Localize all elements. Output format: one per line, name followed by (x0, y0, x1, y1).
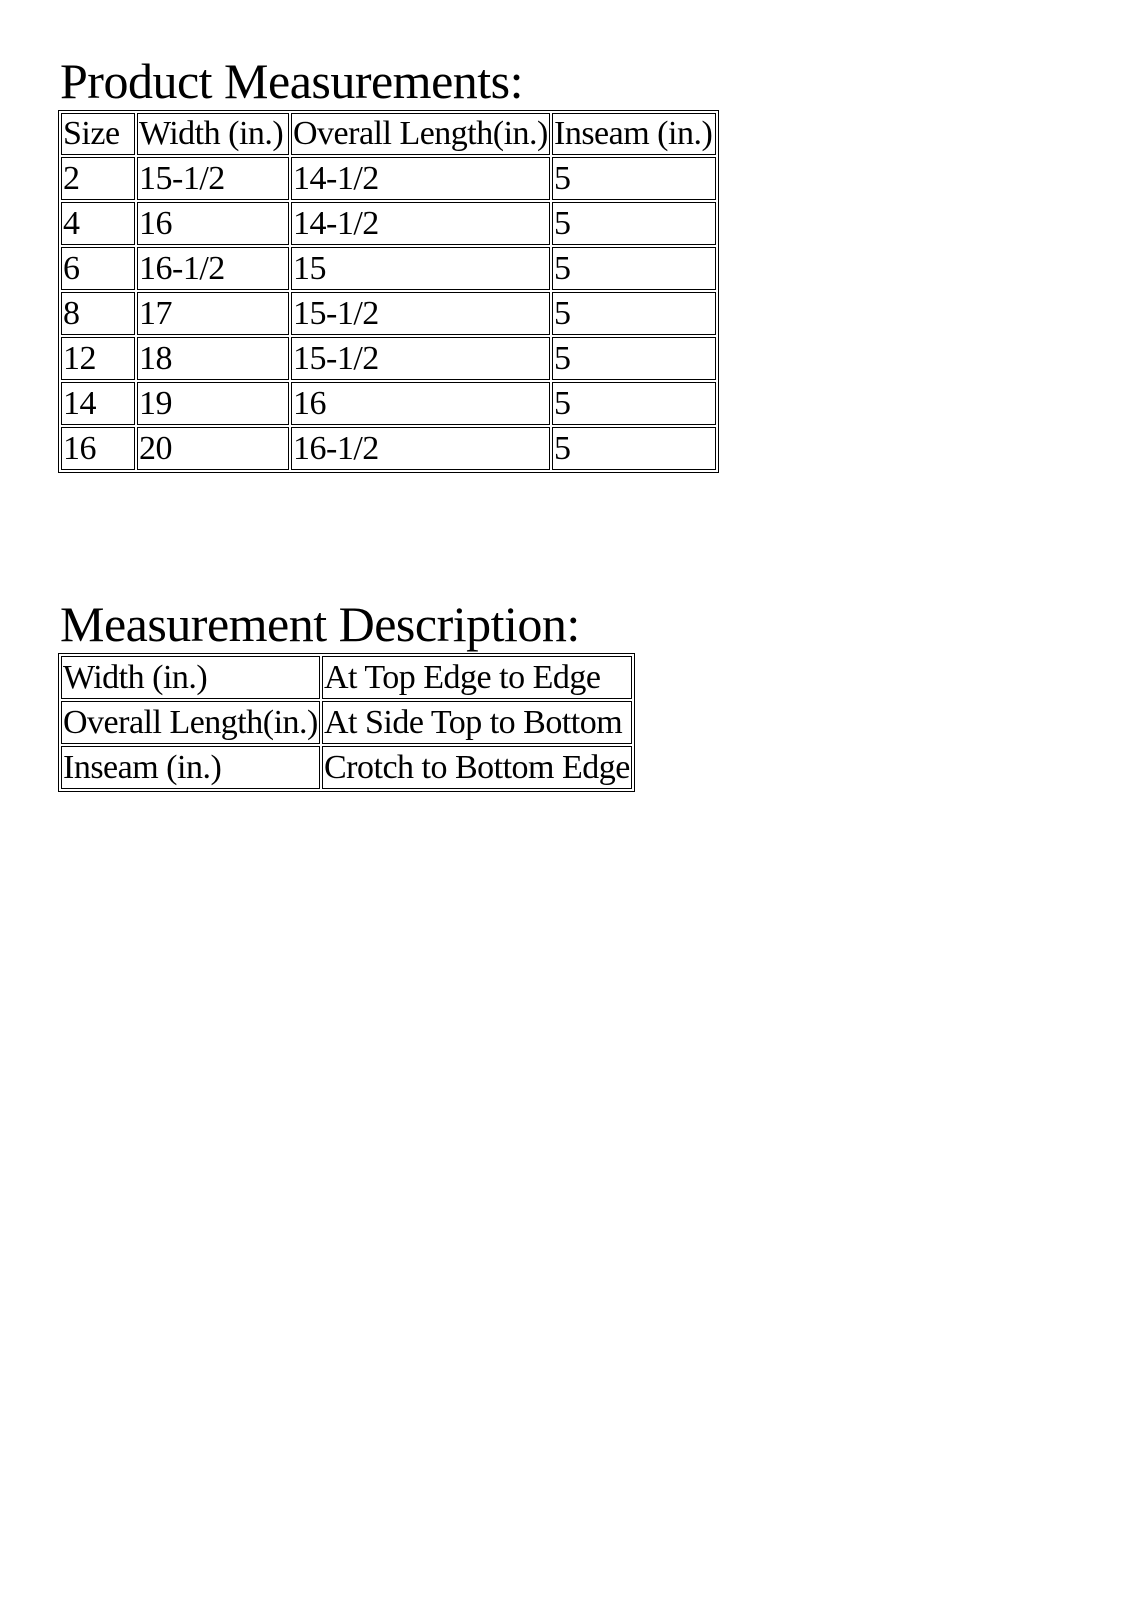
table-row (61, 247, 716, 290)
table-header-row (61, 113, 716, 155)
cell-overall-length: 15-1/2 (291, 292, 550, 335)
cell-measurement-term: Overall Length(in.) (61, 701, 320, 744)
measurements-table (58, 110, 719, 473)
cell-inseam: 5 (552, 427, 716, 470)
cell-width: 19 (137, 382, 289, 425)
header-size: Size (61, 113, 135, 155)
header-overall-length: Overall Length(in.) (291, 113, 550, 155)
cell-measurement-description: At Top Edge to Edge (322, 656, 632, 699)
product-measurements-title: Product Measurements: (60, 53, 524, 109)
table-row (61, 701, 632, 744)
table-row (61, 337, 716, 380)
cell-size: 2 (61, 157, 135, 200)
table-row (61, 427, 716, 470)
table-row (61, 382, 716, 425)
cell-overall-length: 16-1/2 (291, 427, 550, 470)
table-row (61, 746, 632, 789)
cell-inseam: 5 (552, 337, 716, 380)
cell-width: 18 (137, 337, 289, 380)
cell-inseam: 5 (552, 157, 716, 200)
cell-overall-length: 15 (291, 247, 550, 290)
cell-width: 20 (137, 427, 289, 470)
cell-measurement-term: Width (in.) (61, 656, 320, 699)
description-table (58, 653, 635, 792)
cell-inseam: 5 (552, 202, 716, 245)
cell-measurement-description: At Side Top to Bottom (322, 701, 632, 744)
cell-inseam: 5 (552, 292, 716, 335)
table-row (61, 157, 716, 200)
cell-overall-length: 15-1/2 (291, 337, 550, 380)
measurement-description-section (60, 595, 635, 792)
cell-size: 14 (61, 382, 135, 425)
cell-inseam: 5 (552, 247, 716, 290)
product-measurements-section (60, 52, 719, 473)
cell-width: 15-1/2 (137, 157, 289, 200)
cell-width: 16 (137, 202, 289, 245)
header-inseam: Inseam (in.) (552, 113, 716, 155)
table-row (61, 202, 716, 245)
cell-measurement-description: Crotch to Bottom Edge (322, 746, 632, 789)
cell-size: 16 (61, 427, 135, 470)
cell-size: 12 (61, 337, 135, 380)
cell-measurement-term: Inseam (in.) (61, 746, 320, 789)
measurement-description-title: Measurement Description: (60, 596, 580, 652)
table-row (61, 292, 716, 335)
cell-size: 6 (61, 247, 135, 290)
cell-size: 8 (61, 292, 135, 335)
cell-overall-length: 14-1/2 (291, 202, 550, 245)
cell-width: 16-1/2 (137, 247, 289, 290)
cell-width: 17 (137, 292, 289, 335)
cell-overall-length: 14-1/2 (291, 157, 550, 200)
header-width: Width (in.) (137, 113, 289, 155)
cell-inseam: 5 (552, 382, 716, 425)
cell-overall-length: 16 (291, 382, 550, 425)
cell-size: 4 (61, 202, 135, 245)
table-row (61, 656, 632, 699)
